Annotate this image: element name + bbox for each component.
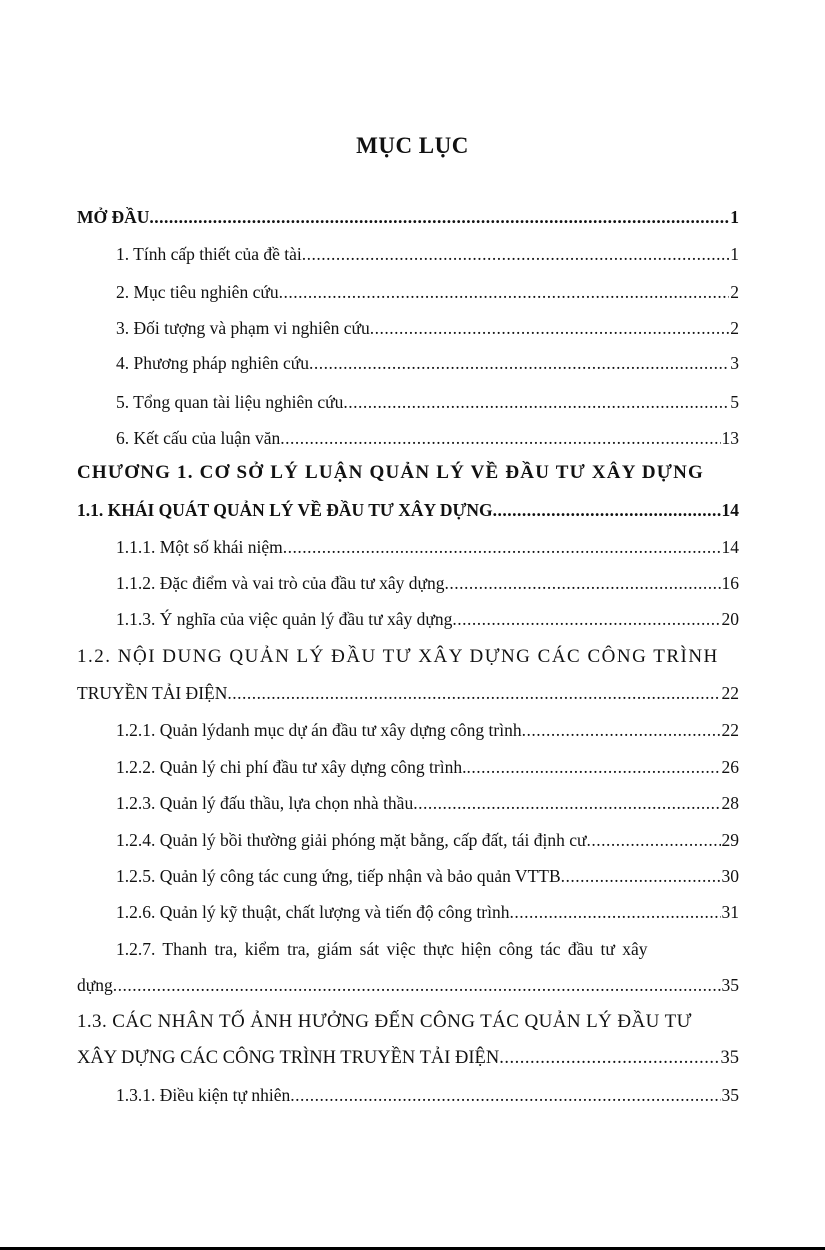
dot-leader: [149, 206, 729, 228]
toc-entry[interactable]: [116, 243, 739, 265]
toc-entry[interactable]: [77, 499, 739, 521]
dot-leader: [309, 352, 729, 374]
page-title: MỤC LỤC: [356, 133, 469, 158]
toc-entry-page: 22: [721, 720, 739, 740]
dot-leader: [466, 756, 720, 778]
dot-leader: [227, 682, 720, 704]
dot-leader: [452, 608, 720, 630]
toc-entry-label: TRUYỀN TẢI ĐIỆN: [77, 683, 228, 703]
toc-entry-label: MỞ ĐẦU: [77, 207, 150, 227]
toc-entry-page: 22: [721, 683, 739, 703]
toc-chapter-heading[interactable]: [77, 462, 739, 484]
dot-leader: [283, 536, 721, 558]
toc-entry-label: 1. Tính cấp thiết của đề tài: [116, 244, 302, 264]
toc-entry[interactable]: [116, 572, 739, 594]
toc-entry[interactable]: [116, 352, 739, 374]
toc-section-heading[interactable]: [77, 646, 739, 668]
toc-entry-label: 1.2.6. Quản lý kỹ thuật, chất lượng và tiến độ công trình: [116, 902, 510, 922]
toc-entry-page: 2: [730, 282, 739, 302]
toc-entry-label: dựng: [77, 975, 113, 995]
toc-entry-label: 3. Đối tượng và phạm vi nghiên cứu: [116, 318, 370, 338]
toc-entry[interactable]: [116, 829, 739, 851]
toc-section-heading[interactable]: [77, 1011, 739, 1033]
toc-entry-page: 1: [730, 207, 739, 227]
toc-entry-page: 14: [721, 500, 739, 520]
toc-entry-page: 20: [721, 609, 739, 629]
toc-entry-page: 28: [721, 793, 739, 813]
toc-entry-label: 1.1.2. Đặc điểm và vai trò của đầu tư xây dựng: [116, 573, 445, 593]
toc-entry-label: XÂY DỰNG CÁC CÔNG TRÌNH TRUYỀN TẢI ĐIỆN: [77, 1048, 500, 1068]
toc-entry[interactable]: [116, 317, 739, 339]
dot-leader: [445, 572, 721, 594]
toc-entry-label: 4. Phương pháp nghiên cứu: [116, 353, 309, 373]
toc-entry[interactable]: [116, 901, 739, 923]
dot-leader: [290, 1084, 720, 1106]
toc-entry-wrapped[interactable]: [116, 938, 739, 960]
dot-leader: [587, 829, 721, 851]
dot-leader: [413, 792, 720, 814]
dot-leader: [280, 427, 720, 449]
dot-leader: [113, 974, 721, 996]
toc-entry-label: 1.3.1. Điều kiện tự nhiên: [116, 1085, 291, 1105]
dot-leader: [561, 865, 721, 887]
toc-entry-page: 5: [730, 392, 739, 412]
toc-entry-label: 1.3. CÁC NHÂN TỐ ẢNH HƯỞNG ĐẾN CÔNG TÁC QUẢN LÝ ĐẦU TƯ: [77, 1011, 692, 1032]
toc-entry-page: 14: [721, 537, 739, 557]
toc-entry-page: 13: [721, 428, 739, 448]
toc-entry-label: 1.1.1. Một số khái niệm: [116, 537, 283, 557]
toc-entry-label: 2. Mục tiêu nghiên cứu: [116, 282, 279, 302]
toc-entry[interactable]: [116, 719, 739, 741]
dot-leader: [499, 1047, 719, 1069]
dot-leader: [493, 499, 721, 521]
toc-entry-page: 31: [721, 902, 739, 922]
toc-entry-label: 1.1. KHÁI QUÁT QUẢN LÝ VỀ ĐẦU TƯ XÂY DỰNG: [77, 500, 493, 520]
toc-entry-page: 30: [721, 866, 739, 886]
toc-entry-label: 1.2.5. Quản lý công tác cung ứng, tiếp nhận và bảo quản VTTB: [116, 866, 561, 886]
toc-entry[interactable]: [77, 1047, 739, 1069]
toc-entry-label: 1.2.1. Quản lýdanh mục dự án đầu tư xây dựng công trình: [116, 720, 522, 740]
toc-entry[interactable]: [77, 682, 739, 704]
toc-entry[interactable]: [116, 756, 739, 778]
toc-entry-label: 1.2.7. Thanh tra, kiểm tra, giám sát việc thực hiện công tác đầu tư xây: [116, 939, 648, 959]
toc-entry-label: 1.2.4. Quản lý bồi thường giải phóng mặt bằng, cấp đất, tái định cư: [116, 830, 587, 850]
toc-entry-page: 26: [721, 757, 739, 777]
dot-leader: [370, 317, 730, 339]
toc-entry[interactable]: [116, 391, 739, 413]
toc-entry-page: 29: [721, 830, 739, 850]
toc-entry[interactable]: [116, 427, 739, 449]
toc-entry-label: 5. Tổng quan tài liệu nghiên cứu: [116, 392, 344, 412]
toc-entry[interactable]: [77, 206, 739, 228]
dot-leader: [509, 901, 720, 923]
toc-entry-page: 35: [721, 1085, 739, 1105]
toc-entry-label: 1.2. NỘI DUNG QUẢN LÝ ĐẦU TƯ XÂY DỰNG CÁC CÔNG TRÌNH: [77, 646, 719, 667]
toc-entry-page: 2: [730, 318, 739, 338]
dot-leader: [302, 243, 729, 265]
toc-entry[interactable]: [116, 536, 739, 558]
dot-leader: [343, 391, 729, 413]
dot-leader: [279, 281, 730, 303]
dot-leader: [522, 719, 721, 741]
toc-entry-page: 16: [721, 573, 739, 593]
toc-entry-label: CHƯƠNG 1. CƠ SỞ LÝ LUẬN QUẢN LÝ VỀ ĐẦU TƯ XÂY DỰNG: [77, 462, 705, 483]
toc-entry[interactable]: [116, 792, 739, 814]
toc-entry-label: 6. Kết cấu của luận văn: [116, 428, 281, 448]
toc-entry-page: 1: [730, 244, 739, 264]
toc-entry-label: 1.2.2. Quản lý chi phí đầu tư xây dựng công trình.: [116, 757, 467, 777]
toc-entry[interactable]: [77, 974, 739, 996]
toc-entry[interactable]: [116, 865, 739, 887]
toc-entry[interactable]: [116, 281, 739, 303]
toc-entry-label: 1.1.3. Ý nghĩa của việc quản lý đầu tư xây dựng: [116, 609, 453, 629]
toc-entry[interactable]: [116, 608, 739, 630]
toc-entry-page: 35: [720, 1048, 739, 1068]
toc-entry-page: 35: [721, 975, 739, 995]
toc-entry[interactable]: [116, 1084, 739, 1106]
toc-entry-page: 3: [730, 353, 739, 373]
toc-entry-label: 1.2.3. Quản lý đấu thầu, lựa chọn nhà thầu: [116, 793, 414, 813]
